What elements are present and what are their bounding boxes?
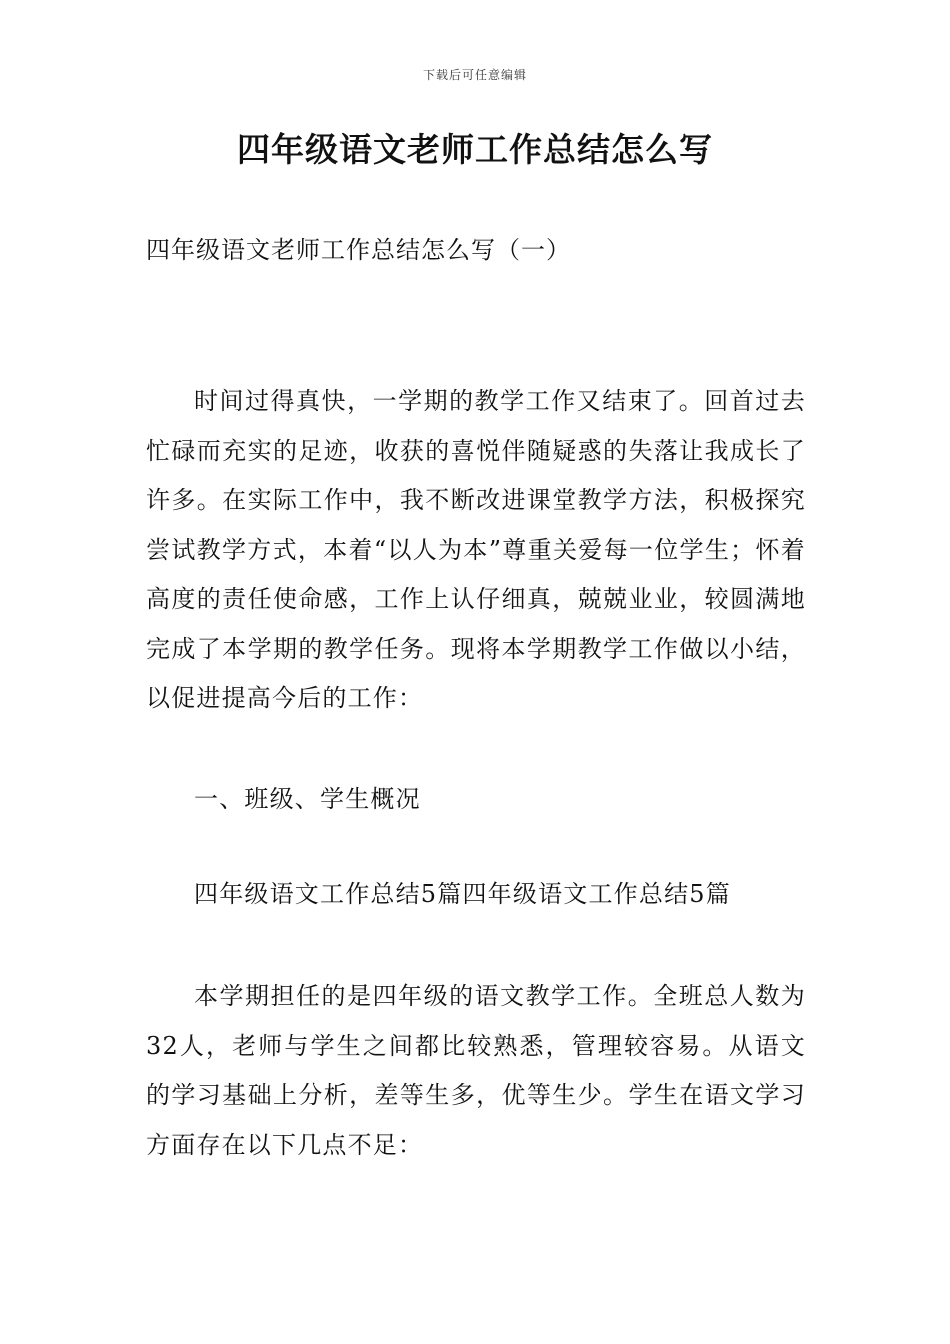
paragraph-class-details: 本学期担任的是四年级的语文教学工作。全班总人数为32人，老师与学生之间都比较熟悉，管理较容易。从语文的学习基础上分析，差等生多，优等生少。学生在语文学习方面存在以下几点不足： — [146, 982, 806, 1159]
section-subtitle: 四年级语文老师工作总结怎么写（一） — [146, 236, 571, 264]
section-heading-class-overview: 一、班级、学生概况 — [194, 785, 421, 813]
paragraph-reference-title: 四年级语文工作总结5篇四年级语文工作总结5篇 — [194, 880, 731, 908]
header-note: 下载后可任意编辑 — [422, 68, 527, 82]
document-title: 四年级语文老师工作总结怎么写 — [237, 130, 713, 169]
paragraph-intro: 时间过得真快，一学期的教学工作又结束了。回首过去忙碌而充实的足迹，收获的喜悦伴随疑惑的失落让我成长了许多。在实际工作中，我不断改进课堂教学方法，积极探究尝试教学方式，本着“以人为本”尊重关爱每一位学生；怀着高度的责任使命感，工作上认仔细真，兢兢业业，较圆满地完成了本学期的教学任务。现将本学期教学工作做以小结，以促进提高今后的工作： — [146, 387, 806, 712]
